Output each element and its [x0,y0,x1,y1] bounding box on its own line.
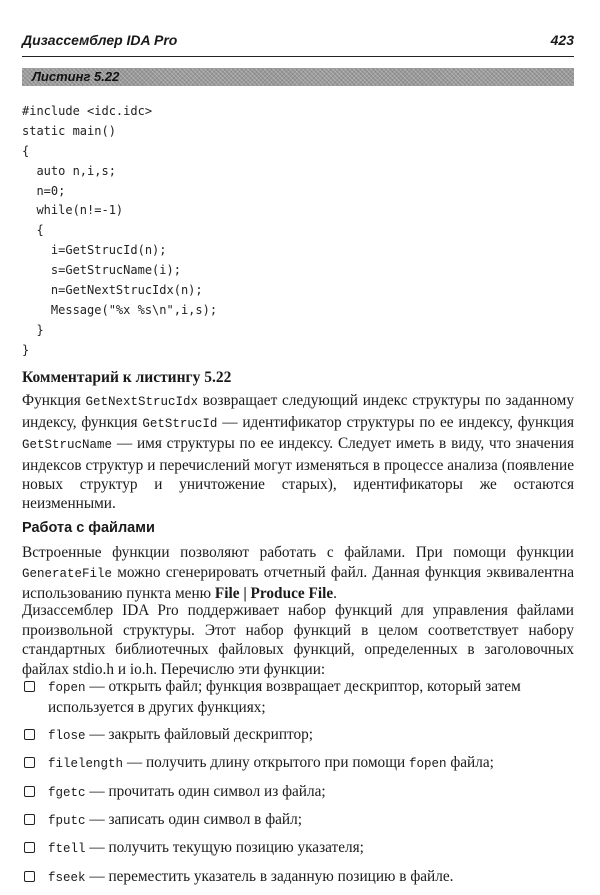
listing-label: Листинг 5.22 [32,69,120,84]
files-paragraph-1 [22,543,574,603]
text-run: — получить длину открытого при помощи [123,754,409,772]
checkbox-bullet-icon [24,681,35,692]
comment-paragraph [22,391,574,513]
inline-code: fopen [409,757,447,772]
code-line: n=0; [22,183,66,198]
text-run: — получить текущую позицию указателя; [85,839,364,857]
list-item [22,753,574,774]
checkbox-bullet-icon [24,786,35,797]
text-run: — переместить указатель в заданную позицию в файле. [85,867,454,885]
checkbox-bullet-icon [24,757,35,768]
inline-code: fgetc [48,785,86,800]
menu-path: File | Produce File [214,585,334,603]
header-title: Дизассемблер IDA Pro [22,32,178,48]
inline-code: fputc [48,814,86,829]
code-line: n=GetNextStrucIdx(n); [22,283,203,298]
text-run: — записать один символ в файл; [85,811,303,829]
inline-code: fseek [48,870,86,885]
code-line: i=GetStrucId(n); [22,243,167,258]
code-line: Message("%x %s\n",i,s); [22,302,218,317]
text-run: — имя структуры по ее индексу. Следует иметь в виду, что значения индексов структур и перечислений могут изменяться в процессе анализа (появление новых структур и уничтожение старых), идентификаторы же остаются неизменными. [22,435,574,513]
text-run: Встроенные функции позволяют работать с файлами. При помощи функции [22,544,574,562]
text-run: можно сгенерировать отчетный файл. Данная функция эквивалентна использованию пункта меню [22,563,574,603]
code-line: while(n!=-1) [22,203,124,218]
code-line: } [22,342,30,357]
page-number: 423 [550,32,574,48]
text-run: — открыть файл; функция возвращает дескриптор, который затем используется в других функциях; [48,678,521,717]
checkbox-bullet-icon [24,814,35,825]
inline-code: GenerateFile [22,566,113,581]
code-listing [22,102,217,361]
code-line: auto n,i,s; [22,163,116,178]
inline-code: GetStrucId [142,416,218,431]
checkbox-bullet-icon [24,871,35,882]
list-item [22,677,574,718]
code-line: { [22,223,44,238]
list-item [22,782,574,803]
list-item [22,725,574,746]
code-line: } [22,322,44,337]
inline-code: GetNextStrucIdx [85,395,199,410]
checkbox-bullet-icon [24,729,35,740]
section-heading: Работа с файлами [22,520,155,536]
code-line: s=GetStrucName(i); [22,263,181,278]
inline-code: fopen [48,681,86,695]
comment-heading: Комментарий к листингу 5.22 [22,369,232,386]
list-item [22,867,574,888]
text-run: файла; [446,754,494,772]
files-paragraph-2: Дизассемблер IDA Pro поддерживает набор функций для управления файлами произвольной структуры. Этот набор функций в целом соответствует набору стандартных библиотечных файловых функций, определенных в заголовочных файлах stdio.h и io.h. Перечислю эти функции: [22,602,574,678]
inline-code: GetStrucName [22,438,113,453]
code-line: static main() [22,123,116,138]
listing-label-bar [22,68,574,86]
inline-code: flose [48,728,86,743]
running-header [22,30,574,57]
text-run: — прочитать один символ из файла; [85,782,326,800]
checkbox-bullet-icon [24,842,35,853]
code-line: #include <idc.idc> [22,104,153,118]
file-functions-list [22,677,574,895]
text-run: Функция [22,392,86,410]
text-run: возвращает следующий индекс структуры по заданному индексу, функция [22,392,574,431]
inline-code: filelength [48,757,124,772]
list-item [22,838,574,859]
text-run: — закрыть файловый дескриптор; [85,725,314,743]
inline-code: ftell [48,842,86,857]
text-run: . [333,585,337,603]
text-run: — идентификатор структуры по ее индексу, функция [217,413,574,431]
list-item [22,810,574,831]
code-line: { [22,143,30,158]
